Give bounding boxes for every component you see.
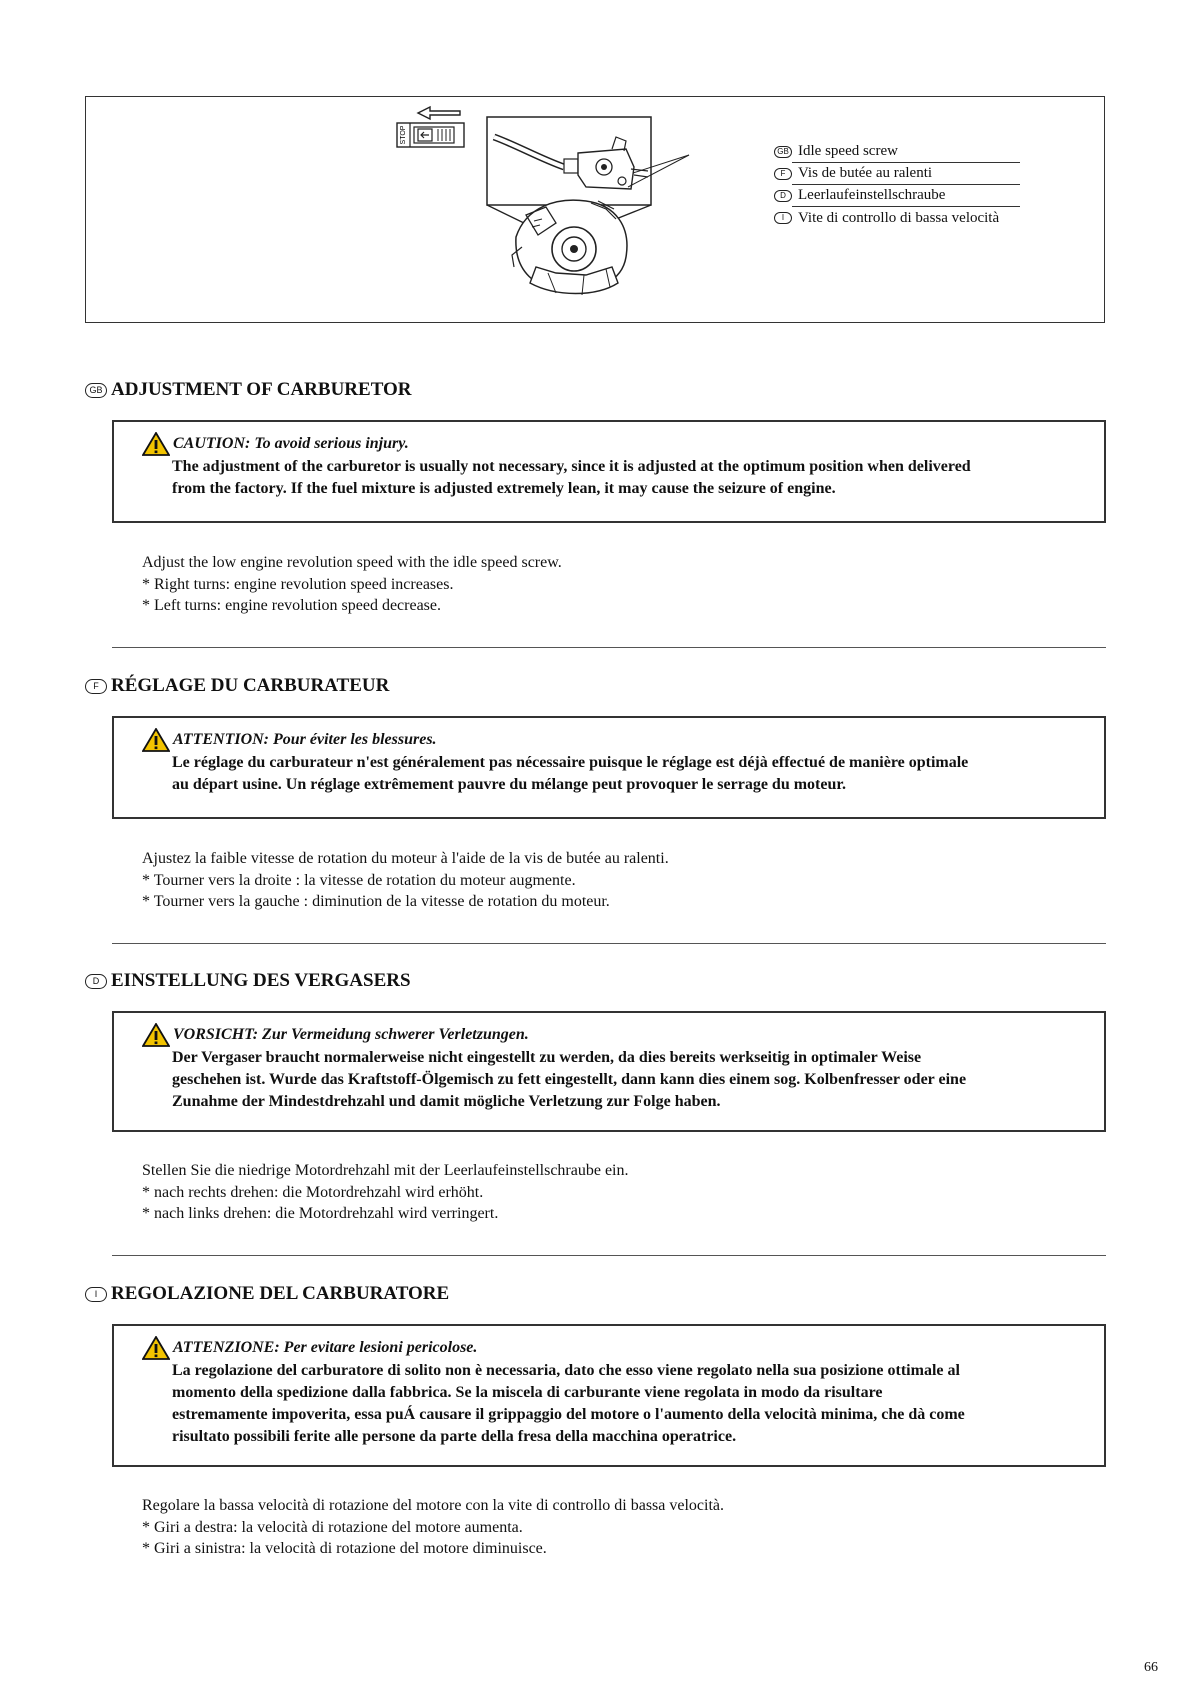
section-title-f [85,675,389,697]
caution-line: from the factory. If the fuel mixture is adjusted extremely lean, it may cause the seizure of engine. [172,480,836,497]
section-title-i [85,1283,449,1305]
caution-box-d [112,1011,1106,1132]
caution-box-i [112,1324,1106,1467]
d-language-icon: D [774,190,792,202]
gb-language-icon: GB [85,383,107,398]
caution-line: La regolazione del carburatore di solito non è necessaria, dato che esso viene regolato nella sua posizione ottimale al [172,1362,960,1379]
legend-text: Vis de butée au ralenti [792,163,1020,185]
instruction-line: * nach links drehen: die Motordrehzahl wird verringert. [142,1205,499,1222]
d-language-icon: D [85,974,107,989]
instructions-i [142,1495,724,1560]
caution-line: Le réglage du carburateur n'est généralement pas nécessaire puisque le réglage est déjà effectué de manière optimale [172,754,969,771]
section-divider [112,1255,1106,1256]
stop-switch-icon [397,107,464,147]
legend-item-gb [774,141,1020,163]
section-divider [112,647,1106,648]
instruction-line: * Right turns: engine revolution speed increases. [142,575,454,593]
caution-line: risultato possibili ferite alle persone da parte della fresa della macchina operatrice. [172,1428,737,1445]
legend-text: Vite di controllo di bassa velocità [798,209,1000,226]
instruction-line: * Tourner vers la droite : la vitesse de rotation du moteur augmente. [142,871,576,889]
instruction-line: * Giri a sinistra: la velocità di rotazione del motore diminuisce. [142,1540,547,1557]
caution-heading [142,432,1084,456]
legend-item-f [774,163,1020,185]
legend-item-i [774,207,1020,229]
caution-body [172,456,1084,500]
caution-heading-text: CAUTION: To avoid serious injury. [173,435,409,452]
i-language-icon: I [85,1287,107,1302]
caution-line: The adjustment of the carburetor is usually not necessary, since it is adjusted at the optimum position when delivered [172,458,971,475]
legend-text: Idle speed screw [792,141,1020,163]
f-language-icon: F [774,168,792,180]
page-number: 66 [1144,1660,1158,1675]
instruction-line: * Giri a destra: la velocità di rotazione del motore aumenta. [142,1518,523,1536]
instruction-line: Adjust the low engine revolution speed with the idle speed screw. [142,554,562,571]
carburetor-figure [85,96,1105,323]
instruction-line: Regolare la bassa velocità di rotazione del motore con la vite di controllo di bassa velocità. [142,1497,725,1514]
legend-text: Leerlaufeinstellschraube [792,185,1020,207]
caution-heading [142,1023,1084,1047]
caution-line: Zunahme der Mindestdrehzahl und damit mögliche Verletzung zur Folge haben. [172,1093,721,1110]
caution-heading-text: ATTENTION: Pour éviter les blessures. [173,731,437,748]
caution-heading [142,728,1084,752]
f-language-icon: F [85,679,107,694]
caution-heading-text: ATTENZIONE: Per evitare lesioni pericolose. [173,1339,478,1356]
caution-heading-text: VORSICHT: Zur Vermeidung schwerer Verletzungen. [173,1026,529,1043]
stop-label: STOP [400,125,407,145]
section-title-text: EINSTELLUNG DES VERGASERS [111,970,411,991]
section-title-d [85,970,411,992]
instruction-line: Ajustez la faible vitesse de rotation du moteur à l'aide de la vis de butée au ralenti. [142,850,669,867]
instruction-line: * nach rechts drehen: die Motordrehzahl wird erhöht. [142,1183,484,1201]
i-language-icon: I [774,212,792,224]
engine-illustration [512,200,627,295]
instruction-line: Stellen Sie die niedrige Motordrehzahl mit der Leerlaufeinstellschraube ein. [142,1162,629,1179]
caution-box-f [112,716,1106,819]
caution-heading [142,1336,1084,1360]
caution-line: Der Vergaser braucht normalerweise nicht eingestellt zu werden, da dies bereits werkseitig in optimaler Weise [172,1049,922,1066]
instructions-d [142,1160,629,1225]
caution-line: momento della spedizione dalla fabbrica. Se la miscela di carburante viene regolata in modo da risultare [172,1384,883,1401]
warning-triangle-icon [142,1023,170,1047]
warning-triangle-icon [142,728,170,752]
instructions-gb [142,552,562,617]
caution-body [172,1360,1084,1448]
instruction-line: * Tourner vers la gauche : diminution de la vitesse de rotation du moteur. [142,893,610,910]
section-title-text: ADJUSTMENT OF CARBURETOR [111,379,412,400]
caution-line: au départ usine. Un réglage extrêmement pauvre du mélange peut provoquer le serrage du moteur. [172,776,847,793]
caution-box-gb [112,420,1106,523]
section-title-text: REGOLAZIONE DEL CARBURATORE [111,1283,450,1304]
figure-legend [774,141,1020,229]
caution-line: geschehen ist. Wurde das Kraftstoff-Ölgemisch zu fett eingestellt, dann kann dies einem sog. Kolbenfresser oder eine [172,1071,967,1088]
caution-body [172,1047,1084,1113]
warning-triangle-icon [142,1336,170,1360]
caution-body [172,752,1084,796]
section-title-text: RÉGLAGE DU CARBURATEUR [111,675,390,696]
caution-line: estremamente impoverita, essa puÁ causare il grippaggio del motore o l'aumento della velocità minima, che dà come [172,1406,965,1423]
instruction-line: * Left turns: engine revolution speed decrease. [142,597,441,614]
warning-triangle-icon [142,432,170,456]
section-title-gb [85,379,412,401]
section-divider [112,943,1106,944]
instructions-f [142,848,669,913]
legend-item-d [774,185,1020,207]
gb-language-icon: GB [774,146,792,158]
